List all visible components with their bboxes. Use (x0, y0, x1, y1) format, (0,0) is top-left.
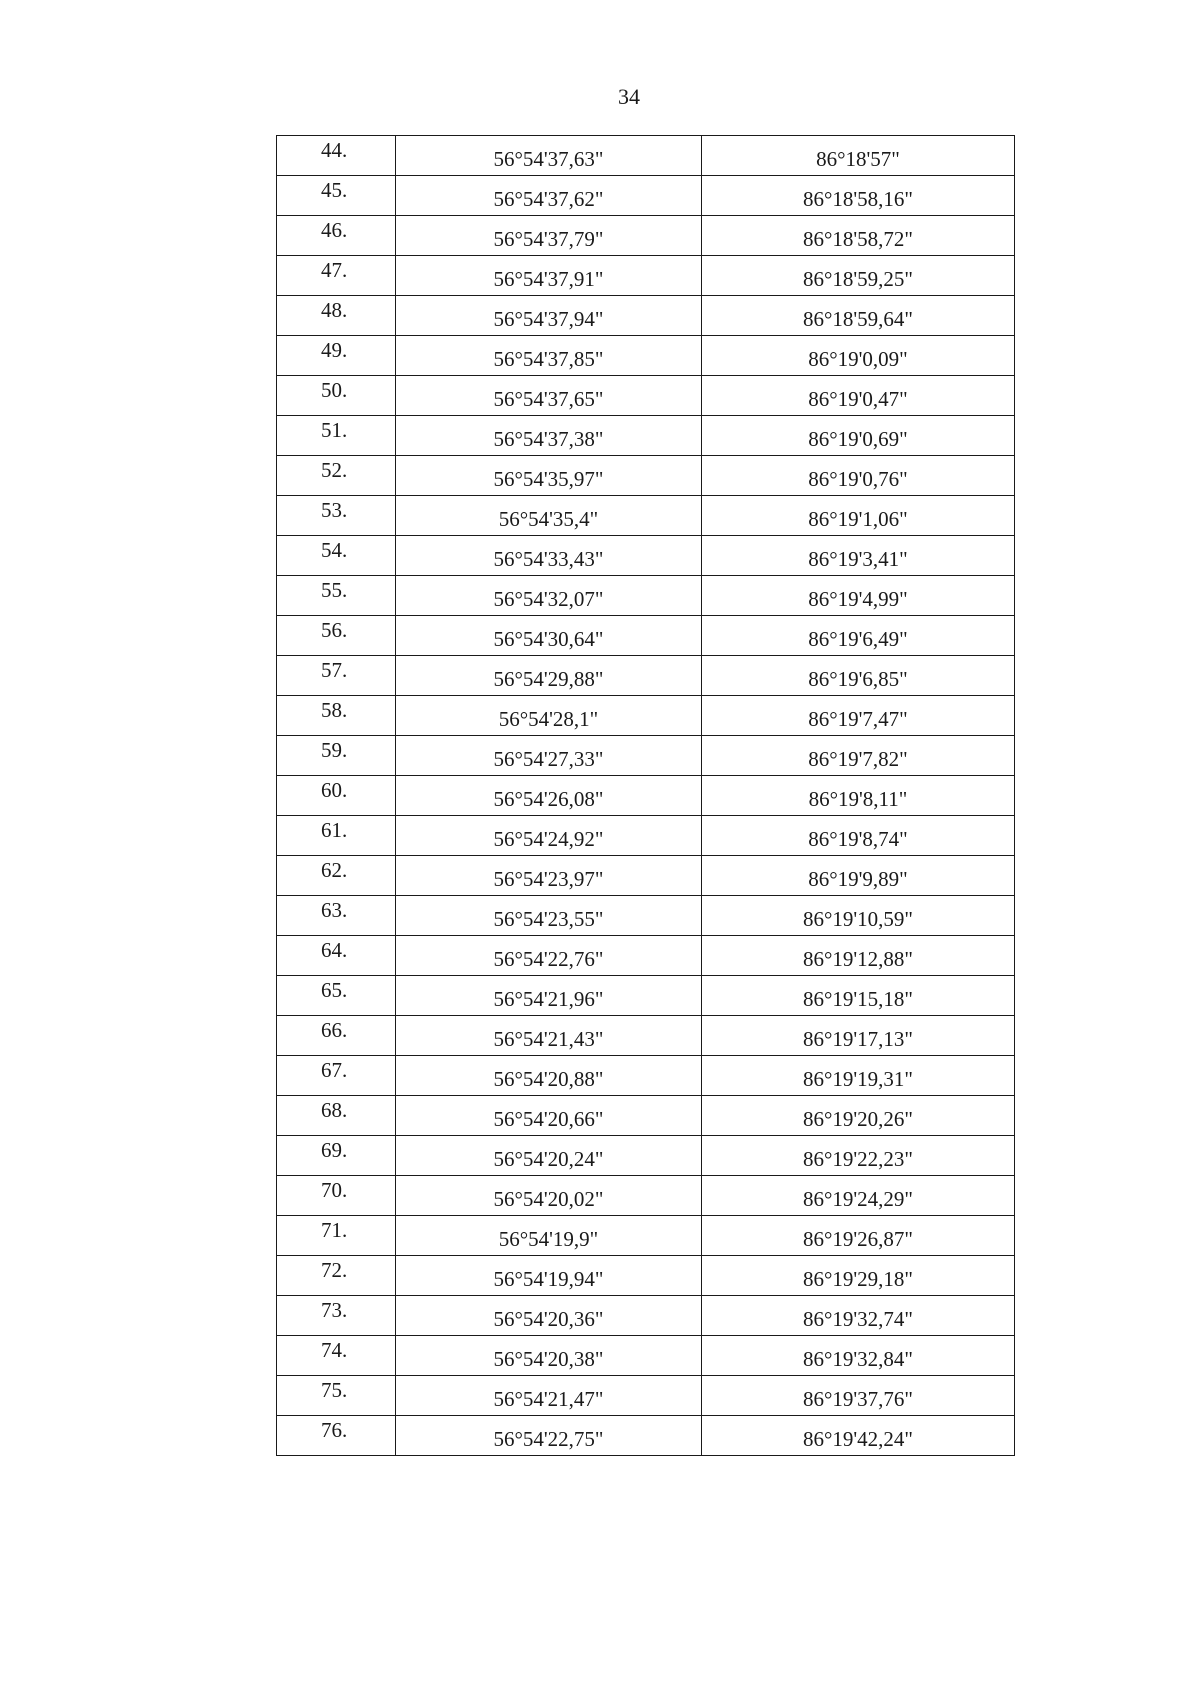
point-number-cell: 67. (277, 1056, 396, 1096)
table-row (277, 176, 1015, 216)
longitude-cell: 86°19'0,69" (702, 416, 1015, 456)
longitude-cell: 86°19'9,89" (702, 856, 1015, 896)
point-number-cell: 46. (277, 216, 396, 256)
longitude-cell: 86°19'15,18" (702, 976, 1015, 1016)
longitude-cell: 86°19'12,88" (702, 936, 1015, 976)
table-row (277, 896, 1015, 936)
latitude-cell: 56°54'20,88" (396, 1056, 702, 1096)
point-number-cell: 44. (277, 136, 396, 176)
table-row (277, 976, 1015, 1016)
longitude-cell: 86°18'59,64" (702, 296, 1015, 336)
point-number-cell: 70. (277, 1176, 396, 1216)
latitude-cell: 56°54'37,62" (396, 176, 702, 216)
latitude-cell: 56°54'33,43" (396, 536, 702, 576)
longitude-cell: 86°18'58,16" (702, 176, 1015, 216)
point-number-cell: 57. (277, 656, 396, 696)
table-row (277, 696, 1015, 736)
latitude-cell: 56°54'26,08" (396, 776, 702, 816)
point-number-cell: 64. (277, 936, 396, 976)
table-row (277, 1136, 1015, 1176)
point-number-cell: 71. (277, 1216, 396, 1256)
point-number-cell: 66. (277, 1016, 396, 1056)
table-row (277, 1416, 1015, 1456)
table-row (277, 216, 1015, 256)
table-row (277, 336, 1015, 376)
table-row (277, 1096, 1015, 1136)
point-number-cell: 65. (277, 976, 396, 1016)
longitude-cell: 86°19'42,24" (702, 1416, 1015, 1456)
point-number-cell: 48. (277, 296, 396, 336)
point-number-cell: 51. (277, 416, 396, 456)
latitude-cell: 56°54'27,33" (396, 736, 702, 776)
point-number-cell: 53. (277, 496, 396, 536)
table-row (277, 1056, 1015, 1096)
table-row (277, 296, 1015, 336)
table-row (277, 656, 1015, 696)
longitude-cell: 86°19'22,23" (702, 1136, 1015, 1176)
point-number-cell: 59. (277, 736, 396, 776)
point-number-cell: 52. (277, 456, 396, 496)
latitude-cell: 56°54'20,36" (396, 1296, 702, 1336)
point-number-cell: 72. (277, 1256, 396, 1296)
longitude-cell: 86°19'6,85" (702, 656, 1015, 696)
table-row (277, 576, 1015, 616)
latitude-cell: 56°54'30,64" (396, 616, 702, 656)
latitude-cell: 56°54'20,24" (396, 1136, 702, 1176)
table-row (277, 1296, 1015, 1336)
longitude-cell: 86°19'32,74" (702, 1296, 1015, 1336)
table-row (277, 736, 1015, 776)
table-row (277, 456, 1015, 496)
longitude-cell: 86°19'37,76" (702, 1376, 1015, 1416)
table-row (277, 136, 1015, 176)
table-row (277, 536, 1015, 576)
latitude-cell: 56°54'20,66" (396, 1096, 702, 1136)
table-row (277, 936, 1015, 976)
table-row (277, 776, 1015, 816)
table-row (277, 256, 1015, 296)
latitude-cell: 56°54'20,38" (396, 1336, 702, 1376)
longitude-cell: 86°19'0,09" (702, 336, 1015, 376)
page-number: 34 (618, 84, 640, 109)
point-number-cell: 75. (277, 1376, 396, 1416)
latitude-cell: 56°54'29,88" (396, 656, 702, 696)
latitude-cell: 56°54'37,38" (396, 416, 702, 456)
longitude-cell: 86°18'58,72" (702, 216, 1015, 256)
longitude-cell: 86°19'24,29" (702, 1176, 1015, 1216)
latitude-cell: 56°54'23,97" (396, 856, 702, 896)
latitude-cell: 56°54'23,55" (396, 896, 702, 936)
table-row (277, 496, 1015, 536)
coordinates-table (276, 135, 1015, 1456)
latitude-cell: 56°54'19,94" (396, 1256, 702, 1296)
longitude-cell: 86°19'8,74" (702, 816, 1015, 856)
coordinates-table-body (277, 136, 1015, 1456)
point-number-cell: 60. (277, 776, 396, 816)
table-row (277, 416, 1015, 456)
latitude-cell: 56°54'20,02" (396, 1176, 702, 1216)
longitude-cell: 86°19'0,47" (702, 376, 1015, 416)
point-number-cell: 63. (277, 896, 396, 936)
longitude-cell: 86°19'4,99" (702, 576, 1015, 616)
point-number-cell: 58. (277, 696, 396, 736)
latitude-cell: 56°54'19,9" (396, 1216, 702, 1256)
longitude-cell: 86°19'3,41" (702, 536, 1015, 576)
point-number-cell: 62. (277, 856, 396, 896)
point-number-cell: 61. (277, 816, 396, 856)
table-row (277, 616, 1015, 656)
table-row (277, 816, 1015, 856)
longitude-cell: 86°19'7,82" (702, 736, 1015, 776)
latitude-cell: 56°54'32,07" (396, 576, 702, 616)
table-row (277, 1016, 1015, 1056)
longitude-cell: 86°19'17,13" (702, 1016, 1015, 1056)
latitude-cell: 56°54'35,97" (396, 456, 702, 496)
longitude-cell: 86°19'7,47" (702, 696, 1015, 736)
latitude-cell: 56°54'21,43" (396, 1016, 702, 1056)
point-number-cell: 49. (277, 336, 396, 376)
point-number-cell: 55. (277, 576, 396, 616)
latitude-cell: 56°54'37,91" (396, 256, 702, 296)
latitude-cell: 56°54'37,94" (396, 296, 702, 336)
table-row (277, 856, 1015, 896)
latitude-cell: 56°54'37,65" (396, 376, 702, 416)
longitude-cell: 86°19'26,87" (702, 1216, 1015, 1256)
longitude-cell: 86°19'29,18" (702, 1256, 1015, 1296)
point-number-cell: 47. (277, 256, 396, 296)
point-number-cell: 54. (277, 536, 396, 576)
latitude-cell: 56°54'24,92" (396, 816, 702, 856)
latitude-cell: 56°54'37,85" (396, 336, 702, 376)
table-row (277, 376, 1015, 416)
table-row (277, 1256, 1015, 1296)
latitude-cell: 56°54'21,96" (396, 976, 702, 1016)
longitude-cell: 86°19'19,31" (702, 1056, 1015, 1096)
longitude-cell: 86°18'57" (702, 136, 1015, 176)
latitude-cell: 56°54'35,4" (396, 496, 702, 536)
point-number-cell: 68. (277, 1096, 396, 1136)
latitude-cell: 56°54'21,47" (396, 1376, 702, 1416)
longitude-cell: 86°19'32,84" (702, 1336, 1015, 1376)
longitude-cell: 86°19'10,59" (702, 896, 1015, 936)
table-row (277, 1176, 1015, 1216)
longitude-cell: 86°18'59,25" (702, 256, 1015, 296)
latitude-cell: 56°54'22,75" (396, 1416, 702, 1456)
latitude-cell: 56°54'28,1" (396, 696, 702, 736)
latitude-cell: 56°54'22,76" (396, 936, 702, 976)
longitude-cell: 86°19'6,49" (702, 616, 1015, 656)
point-number-cell: 73. (277, 1296, 396, 1336)
table-row (277, 1336, 1015, 1376)
point-number-cell: 50. (277, 376, 396, 416)
point-number-cell: 76. (277, 1416, 396, 1456)
longitude-cell: 86°19'1,06" (702, 496, 1015, 536)
point-number-cell: 56. (277, 616, 396, 656)
latitude-cell: 56°54'37,79" (396, 216, 702, 256)
longitude-cell: 86°19'20,26" (702, 1096, 1015, 1136)
point-number-cell: 69. (277, 1136, 396, 1176)
point-number-cell: 74. (277, 1336, 396, 1376)
longitude-cell: 86°19'8,11" (702, 776, 1015, 816)
table-row (277, 1376, 1015, 1416)
table-row (277, 1216, 1015, 1256)
point-number-cell: 45. (277, 176, 396, 216)
longitude-cell: 86°19'0,76" (702, 456, 1015, 496)
latitude-cell: 56°54'37,63" (396, 136, 702, 176)
